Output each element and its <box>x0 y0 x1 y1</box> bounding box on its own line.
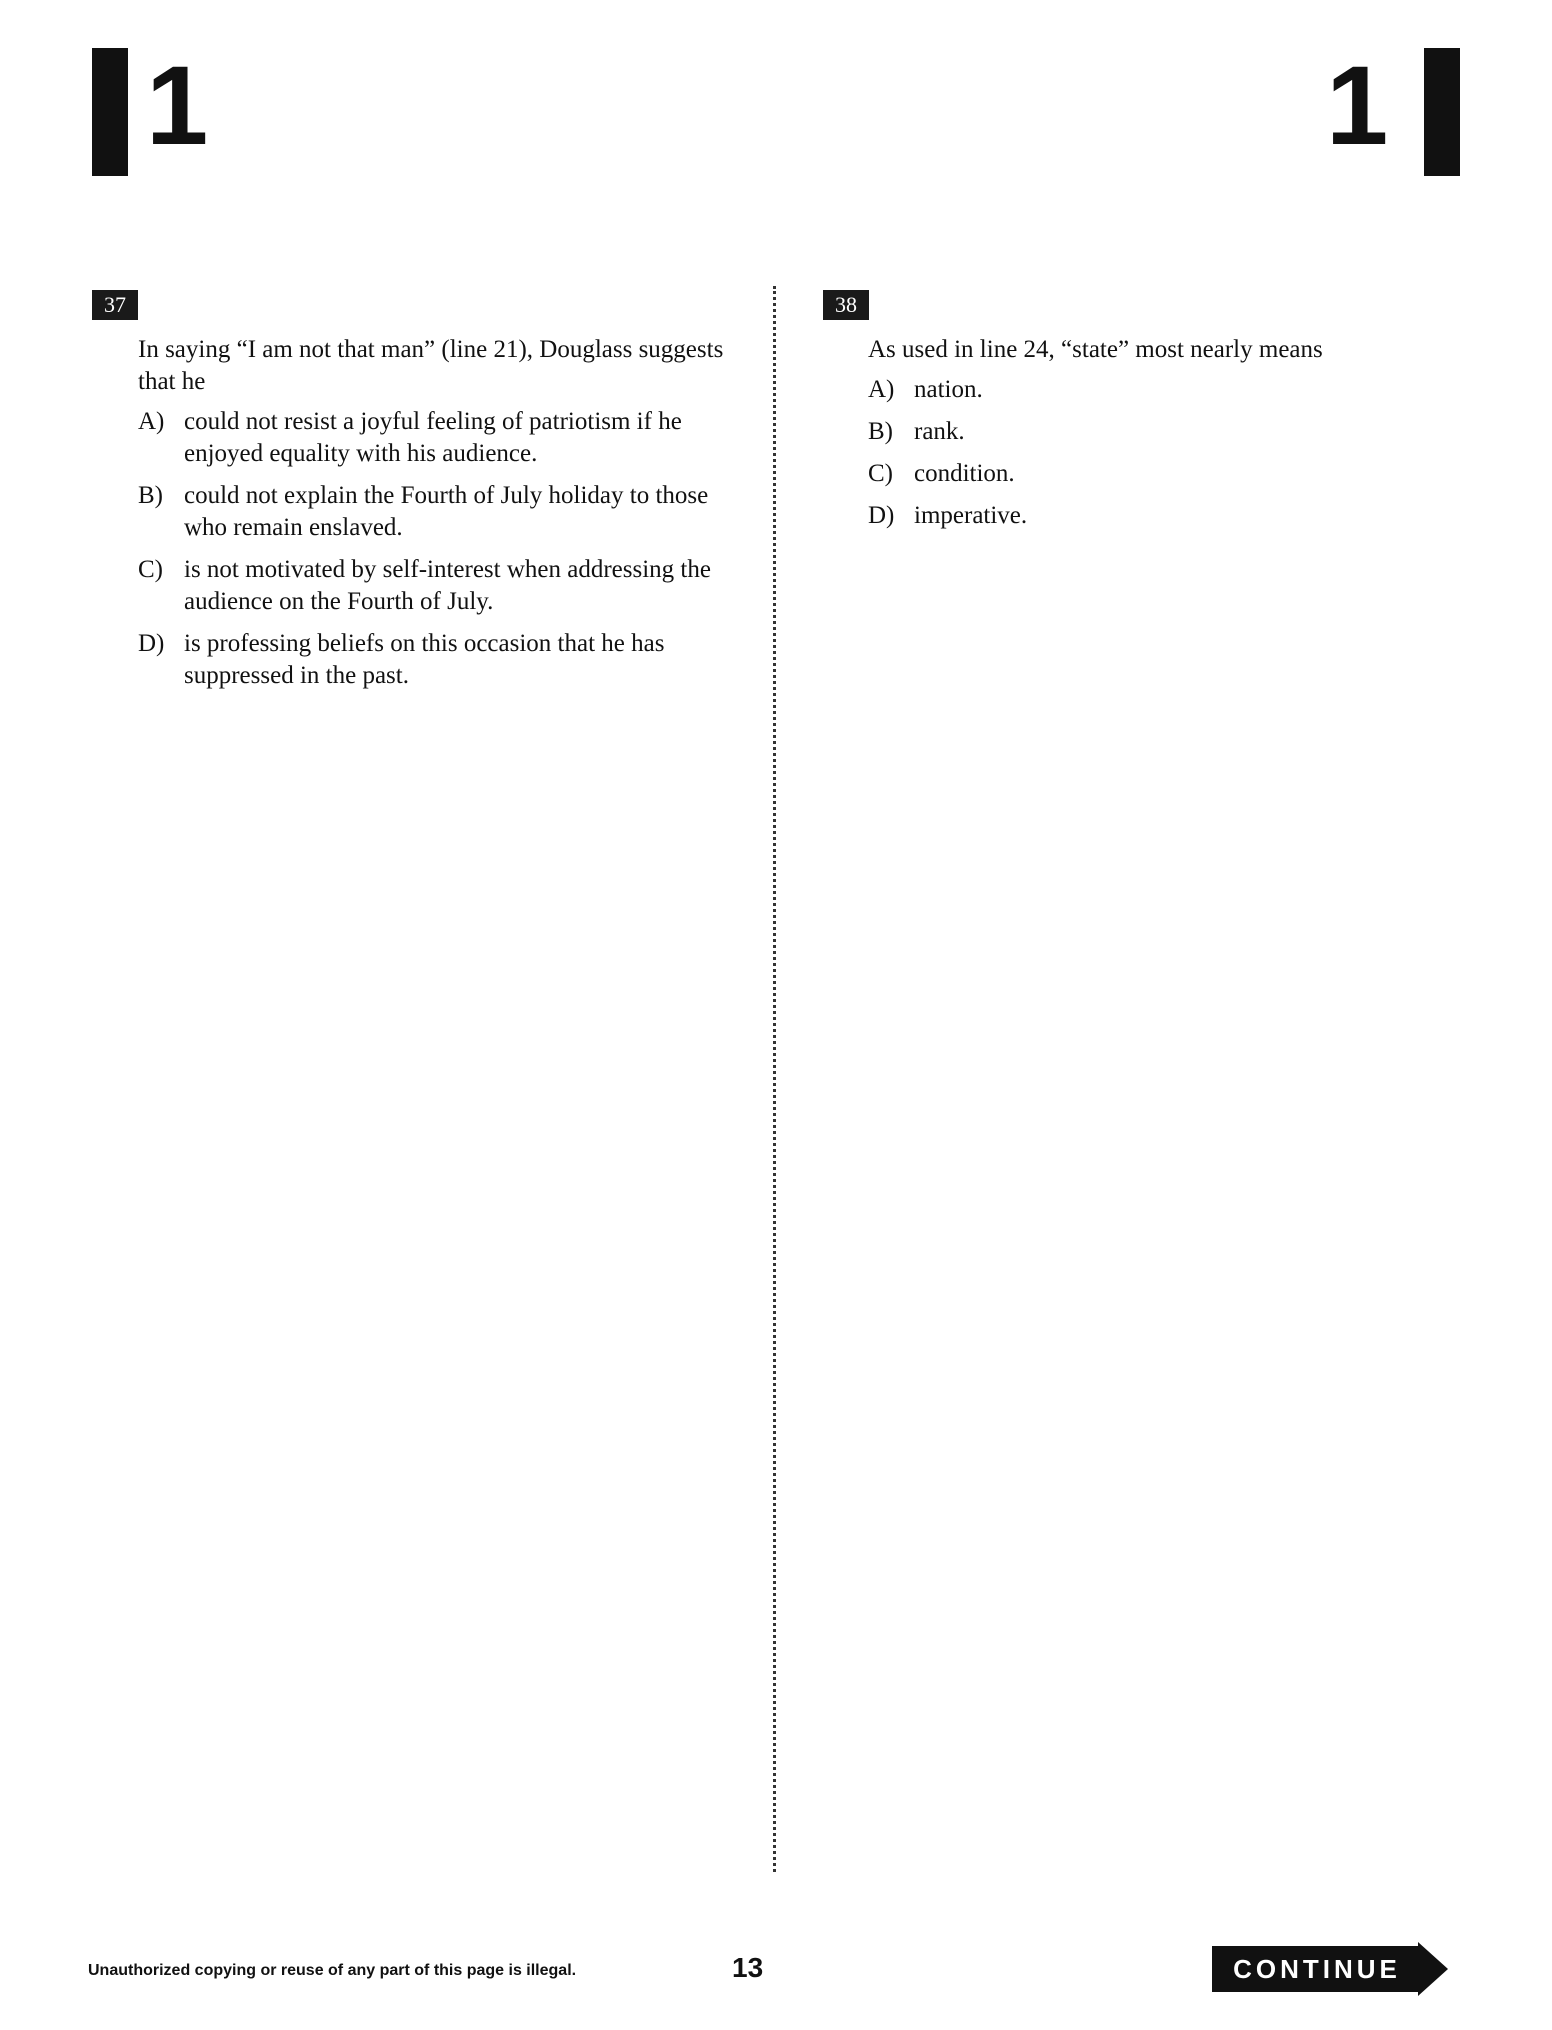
answer-choice-b[interactable] <box>138 480 738 544</box>
question-stem: As used in line 24, “state” most nearly means <box>868 336 1323 363</box>
choice-letter: D) <box>868 502 895 529</box>
question-stem: In saying “I am not that man” (line 21), Douglass suggests that he <box>138 336 724 395</box>
answer-choice-d[interactable] <box>138 628 738 692</box>
copyright-note: Unauthorized copying or reuse of any part of this page is illegal. <box>88 1962 577 1979</box>
choice-letter: A) <box>868 376 895 403</box>
section-number-left: 1 <box>146 43 209 168</box>
choice-text: rank. <box>914 418 965 445</box>
choice-text: nation. <box>914 376 983 403</box>
choice-letter: D) <box>138 630 165 657</box>
answer-choice-b[interactable] <box>868 416 1488 448</box>
answer-choice-a[interactable] <box>868 374 1488 406</box>
choice-text: could not resist a joyful feeling of patriotism if he enjoyed equality with his audience. <box>184 408 682 467</box>
choice-text: could not explain the Fourth of July holiday to those who remain enslaved. <box>184 482 709 541</box>
question-38 <box>868 334 1488 542</box>
section-number-right: 1 <box>1326 43 1389 168</box>
choice-text: is not motivated by self-interest when addressing the audience on the Fourth of July. <box>184 556 711 615</box>
question-number-38: 38 <box>823 290 869 320</box>
arrow-right-icon <box>1418 1942 1448 1996</box>
answer-choice-d[interactable] <box>868 500 1488 532</box>
page-number: 13 <box>732 1952 764 1983</box>
choice-letter: A) <box>138 408 165 435</box>
choice-letter: C) <box>138 556 163 583</box>
continue-button[interactable] <box>1212 1942 1452 1996</box>
continue-label: CONTINUE <box>1233 1954 1401 1984</box>
column-divider <box>773 286 776 1872</box>
section-bar-right <box>1424 48 1460 176</box>
choice-letter: B) <box>138 482 163 509</box>
question-number-37: 37 <box>92 290 138 320</box>
choice-letter: C) <box>868 460 893 487</box>
choice-text: condition. <box>914 460 1015 487</box>
answer-choice-c[interactable] <box>138 554 738 618</box>
answer-choice-a[interactable] <box>138 406 738 470</box>
choice-text: imperative. <box>914 502 1028 529</box>
section-bar-left <box>92 48 128 176</box>
choice-letter: B) <box>868 418 893 445</box>
answer-choice-c[interactable] <box>868 458 1488 490</box>
question-37 <box>138 334 738 702</box>
choice-text: is professing beliefs on this occasion that he has suppressed in the past. <box>184 630 665 689</box>
